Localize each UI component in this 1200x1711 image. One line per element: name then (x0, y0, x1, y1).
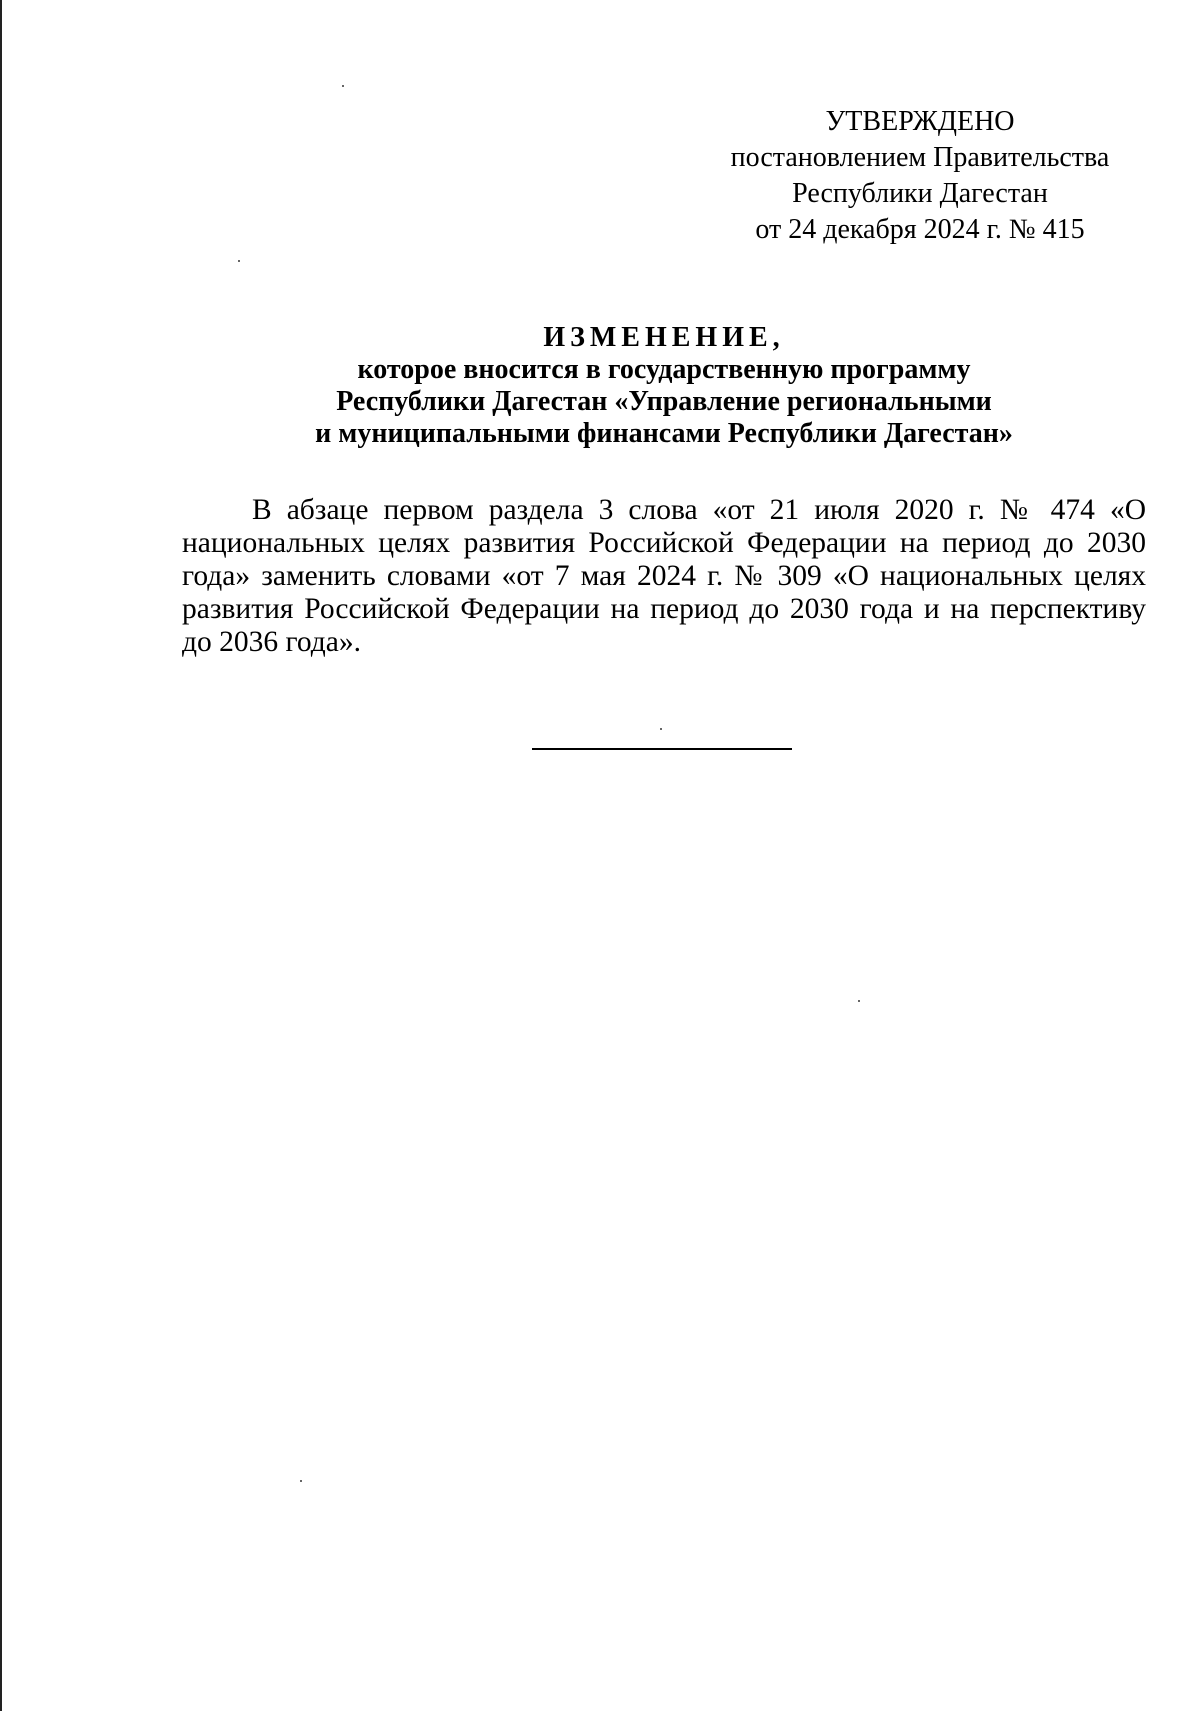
approval-date: от 24 декабря 2024 г. № 415 (755, 214, 1085, 245)
scan-speck (342, 85, 344, 87)
approval-line: постановлением Правительства (730, 142, 1110, 173)
body-paragraph: В абзаце первом раздела 3 слова «от 21 июля 2020 г. № 474 «О национальных целях развития Российской Федерации на период до 2030 года» заменить словами «от 7 мая 2024 г. № 309 «О национальных целях развития Российской Федерации на период до 2030 года и на перспективу до 2036 года». (182, 494, 1146, 658)
scan-speck (660, 728, 662, 730)
title-line: и муниципальными финансами Республики Дагестан» (315, 418, 1013, 449)
title-line: Республики Дагестан «Управление региональными (336, 386, 992, 417)
scan-speck (300, 1480, 302, 1482)
approval-line: Республики Дагестан (792, 178, 1048, 209)
title-line: которое вносится в государственную программу (357, 354, 971, 385)
approval-stamp (700, 104, 1140, 248)
scan-speck (858, 1000, 860, 1002)
document-title (182, 322, 1146, 450)
scan-speck (238, 260, 240, 262)
end-rule (532, 748, 792, 750)
title-main: ИЗМЕНЕНИЕ, (543, 322, 785, 353)
approval-heading: УТВЕРЖДЕНО (825, 106, 1015, 137)
scan-edge (0, 0, 2, 1711)
